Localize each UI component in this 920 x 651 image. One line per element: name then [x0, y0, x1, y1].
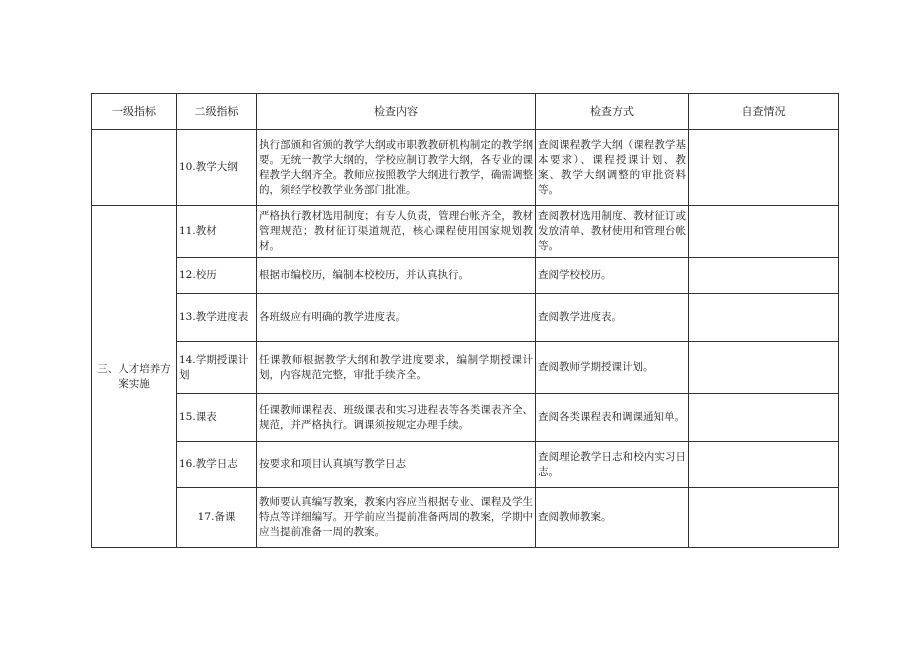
self-check-cell[interactable] [689, 394, 839, 442]
table-row [92, 394, 839, 442]
header-self-check: 自查情况 [689, 94, 839, 130]
content-cell: 教师要认真编写教案，教案内容应当根据专业、课程及学生特点等详细编写。开学前应当提前准备两周的教案，学期中应当提前准备一周的教案。 [257, 488, 536, 548]
content-cell: 任课教师根据教学大纲和教学进度要求，编制学期授课计划，内容规范完整，审批手续齐全。 [257, 342, 536, 394]
header-method: 检查方式 [536, 94, 689, 130]
self-check-cell[interactable] [689, 488, 839, 548]
self-check-cell[interactable] [689, 258, 839, 294]
table-row [92, 130, 839, 206]
self-check-cell[interactable] [689, 442, 839, 488]
method-cell: 查阅课程教学大纲（课程教学基本要求）、课程授课计划、教案、教学大纲调整的审批资料等。 [536, 130, 689, 206]
self-check-cell[interactable] [689, 294, 839, 342]
header-level1: 一级指标 [92, 94, 177, 130]
method-cell: 查阅学校校历。 [536, 258, 689, 294]
level2-cell: 17.备课 [177, 488, 257, 548]
header-row [92, 94, 839, 130]
method-cell: 查阅教师教案。 [536, 488, 689, 548]
level2-cell: 15.课表 [177, 394, 257, 442]
level2-cell: 11.教材 [177, 206, 257, 258]
content-cell: 各班级应有明确的教学进度表。 [257, 294, 536, 342]
inspection-form [91, 93, 838, 548]
self-check-cell[interactable] [689, 206, 839, 258]
method-cell: 查阅各类课程表和调课通知单。 [536, 394, 689, 442]
level2-cell: 12.校历 [177, 258, 257, 294]
method-cell: 查阅教材选用制度、教材征订或发放清单、教材使用和管理台帐等。 [536, 206, 689, 258]
content-cell: 按要求和项目认真填写教学日志 [257, 442, 536, 488]
level2-cell: 14.学期授课计划 [177, 342, 257, 394]
table-row [92, 258, 839, 294]
table-row [92, 206, 839, 258]
method-cell: 查阅理论教学日志和校内实习日志。 [536, 442, 689, 488]
level2-cell: 13.教学进度表 [177, 294, 257, 342]
table-row [92, 442, 839, 488]
method-cell: 查阅教师学期授课计划。 [536, 342, 689, 394]
content-cell: 根据市编校历，编制本校校历，并认真执行。 [257, 258, 536, 294]
method-cell: 查阅教学进度表。 [536, 294, 689, 342]
self-check-cell[interactable] [689, 342, 839, 394]
group-label: 三、人才培养方案实施 [92, 206, 177, 548]
content-cell: 任课教师课程表、班级课表和实习进程表等各类课表齐全、规范，并严格执行。调课须按规定办理手续。 [257, 394, 536, 442]
inspection-table [91, 93, 839, 548]
level1-cell-empty [92, 130, 177, 206]
content-cell: 执行部颁和省颁的教学大纲或市职教教研机构制定的教学纲要。无统一教学大纲的，学校应制订教学大纲，各专业的课程教学大纲齐全。教师应按照教学大纲进行教学，确需调整的，须经学校教学业务部门批准。 [257, 130, 536, 206]
table-row [92, 342, 839, 394]
header-level2: 二级指标 [177, 94, 257, 130]
header-content: 检查内容 [257, 94, 536, 130]
level2-cell: 16.教学日志 [177, 442, 257, 488]
self-check-cell[interactable] [689, 130, 839, 206]
level2-cell: 10.教学大纲 [177, 130, 257, 206]
table-row [92, 294, 839, 342]
table-row [92, 488, 839, 548]
content-cell: 严格执行教材选用制度；有专人负责，管理台帐齐全，教材管理规范；教材征订渠道规范，核心课程使用国家规划教材。 [257, 206, 536, 258]
